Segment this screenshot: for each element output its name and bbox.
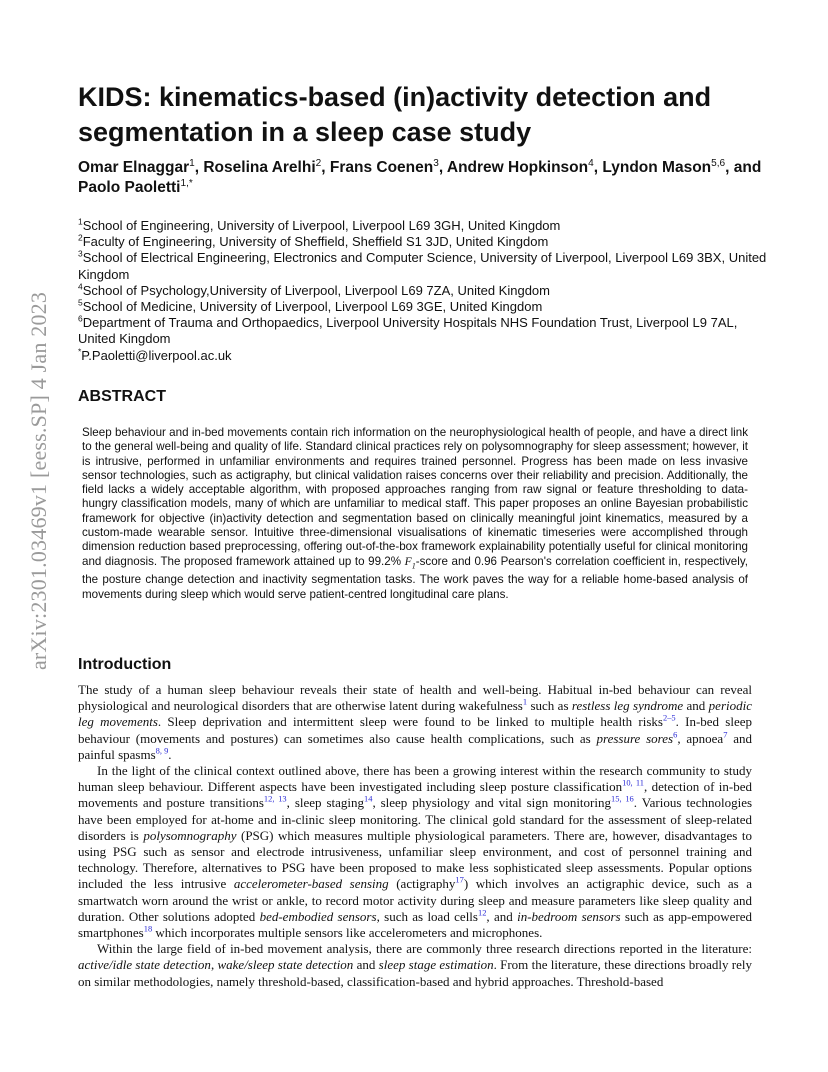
paragraph-text: , sleep staging xyxy=(286,795,364,811)
author-separator: , and xyxy=(725,159,762,176)
abstract-text-before: Sleep behaviour and in-bed movements contain rich information on the neurophysiological health of people, and have a direct link to the general well-being and quality of life. Standard clinical practices rely on polysomnography for sleep assessment; however, it is intrusive, performed in unfamiliar environments and requires trained personnel. Progress has been made on less invasive sensor technologies, such as actigraphy, but clinical validation raises concerns over their reliability and precision. Additionally, the field lacks a widely acceptable algorithm, with proposed approaches ranging from raw signal or feature thresholding to data-hungry classification models, many of which are unfamiliar to medical staff. This paper proposes an online Bayesian probabilistic framework for objective (in)activity detection and segmentation based on clinically meaningful joint kinematics, measured by a custom-made wearable sensor. Intuitive three-dimensional visualisations of kinematic timeseries were accomplished through dimension reduction based preprocessing, offering out-of-the-box framework explainability potentially useful for clinical monitoring and diagnosis. The proposed framework attained up to 99.2% xyxy=(82,426,748,568)
introduction-paragraph xyxy=(78,682,752,763)
author-separator: , xyxy=(194,159,204,176)
citation-link[interactable]: 15, 16 xyxy=(611,794,634,805)
affiliation-list xyxy=(78,218,768,364)
emphasized-term: pressure sores xyxy=(596,730,674,746)
affiliation-item xyxy=(78,315,768,347)
author-affiliation-mark: 3 xyxy=(433,157,439,169)
affiliation-text: P.Paoletti@liverpool.ac.uk xyxy=(81,347,232,363)
author-list xyxy=(78,158,768,198)
affiliation-item xyxy=(78,348,768,364)
paragraph-text: , xyxy=(210,957,218,973)
author-separator: , xyxy=(438,159,447,176)
f1-symbol xyxy=(405,555,416,568)
paragraph-text: and xyxy=(683,698,709,714)
paragraph-text: , such as load cells xyxy=(376,908,478,924)
emphasized-term: bed-embodied sensors xyxy=(259,908,377,924)
citation-link[interactable]: 7 xyxy=(723,729,728,740)
citation-link[interactable]: 8, 9 xyxy=(155,745,169,756)
affiliation-mark: * xyxy=(78,346,82,357)
affiliation-mark: 4 xyxy=(78,281,83,292)
citation-link[interactable]: 1 xyxy=(522,696,528,707)
author-separator: , xyxy=(593,159,603,176)
f1-letter: F xyxy=(404,554,412,568)
affiliation-item xyxy=(78,218,768,234)
paragraph-text: and xyxy=(353,957,379,973)
abstract-heading: ABSTRACT xyxy=(78,388,166,405)
paragraph-text: The study of a human sleep behaviour reveals their state of health and well-being. Habitual in-bed behaviour can reveal physiological and neurological disorders that are otherwise latent during wakefulness xyxy=(78,682,752,714)
paragraph-text: , and xyxy=(486,908,518,924)
affiliation-text: School of Electrical Engineering, Electronics and Computer Science, University of Liverpool, Liverpool L69 3BX, United Kingdom xyxy=(78,250,767,282)
affiliation-item xyxy=(78,299,768,315)
paragraph-text: (PSG) which measures multiple physiological parameters. There are, however, disadvantages to using PSG such as sensor and electrode intrusiveness, unfamiliar sleep environment, and cost of personnel training and technology. Therefore, alternatives to PSG have been proposed to make less sophisticated sleep assessments. Popular options included the less intrusive xyxy=(78,827,752,892)
affiliation-text: School of Medicine, University of Liverpool, Liverpool L69 3GE, United Kingdom xyxy=(82,299,543,315)
paragraph-text: , detection of in-bed movements and posture transitions xyxy=(78,779,753,811)
paragraph-text: ) which involves an actigraphic device, such as a smartwatch worn around the wrist or ankle, to record motor activity during sleep and measure parameters like sleep quality and duration. Other solutions adopted xyxy=(78,876,753,924)
emphasized-term: polysomnography xyxy=(143,827,237,843)
arxiv-identifier: arXiv:2301.03469v1 [eess.SP] 4 Jan 2023 xyxy=(26,291,51,671)
arxiv-sidebar xyxy=(22,291,56,671)
affiliation-item xyxy=(78,283,768,299)
citation-link[interactable]: 14 xyxy=(364,794,373,805)
f1-subscript: 1 xyxy=(411,560,416,570)
citation-link[interactable]: 18 xyxy=(143,923,153,934)
affiliation-item xyxy=(78,234,768,250)
affiliation-mark: 5 xyxy=(78,297,83,308)
author-affiliation-mark: 1,* xyxy=(180,177,193,189)
affiliation-text: School of Engineering, University of Liverpool, Liverpool L69 3GH, United Kingdom xyxy=(82,218,561,233)
paragraph-text: Within the large field of in-bed movement analysis, there are commonly three research directions reported in the literature: xyxy=(97,941,752,957)
emphasized-term: sleep stage estimation xyxy=(378,957,494,973)
affiliation-text: Faculty of Engineering, University of Sheffield, Sheffield S1 3JD, United Kingdom xyxy=(82,234,549,250)
author-affiliation-mark: 1 xyxy=(189,157,195,169)
paragraph-text: . In-bed sleep behaviour (movements and postures) can sometimes also cause health complications, such as xyxy=(78,714,753,746)
affiliation-text: Department of Trauma and Orthopaedics, Liverpool University Hospitals NHS Foundation Trust, Liverpool L9 7AL, United Kingdom xyxy=(78,315,738,347)
author-name: Paolo Paoletti xyxy=(78,179,181,196)
introduction-paragraph xyxy=(78,941,752,990)
introduction-body xyxy=(78,682,752,990)
paragraph-text: . xyxy=(168,746,172,762)
citation-link[interactable]: 10, 11 xyxy=(622,777,644,788)
paragraph-text: In the light of the clinical context outlined above, there has been a growing interest within the research community to study human sleep behaviour. Different aspects have been investigated including sleep posture classification xyxy=(78,763,752,795)
citation-link[interactable]: 6 xyxy=(673,729,678,740)
emphasized-term: wake/sleep state detection xyxy=(217,957,354,973)
author-name: Lyndon Mason xyxy=(602,159,712,176)
affiliation-mark: 3 xyxy=(78,249,83,260)
introduction-paragraph xyxy=(78,763,752,941)
emphasized-term: in-bedroom sensors xyxy=(517,908,621,924)
paragraph-text: such as xyxy=(527,698,572,714)
author-name: Frans Coenen xyxy=(329,159,434,176)
affiliation-mark: 1 xyxy=(78,216,83,227)
affiliation-mark: 6 xyxy=(78,313,83,324)
author-affiliation-mark: 2 xyxy=(315,157,322,169)
author-name: Andrew Hopkinson xyxy=(446,159,589,176)
paragraph-text: (actigraphy xyxy=(388,876,456,892)
author-affiliation-mark: 4 xyxy=(588,157,594,169)
citation-link[interactable]: 17 xyxy=(455,875,464,886)
emphasized-term: accelerometer-based sensing xyxy=(233,876,389,892)
paragraph-text: such as app-empowered smartphones xyxy=(78,908,752,941)
author-separator: , xyxy=(321,159,330,176)
citation-link[interactable]: 2–5 xyxy=(662,713,676,724)
paragraph-text: , apnoea xyxy=(677,730,724,746)
affiliation-text: School of Psychology,University of Liverpool, Liverpool L69 7ZA, United Kingdom xyxy=(82,282,550,298)
emphasized-term: active/idle state detection xyxy=(78,957,211,973)
abstract-text-after: -score and 0.96 Pearson's correlation coefficient in, respectively, the posture change detection and inactivity segmentation tasks. The work paves the way for a reliable home-based analysis of movements during sleep which would serve patient-centred longitudinal care plans. xyxy=(82,554,748,601)
author-name: Roselina Arelhi xyxy=(203,159,316,176)
emphasized-term: periodic leg movements xyxy=(78,698,752,730)
affiliation-mark: 2 xyxy=(78,232,83,243)
citation-link[interactable]: 12, 13 xyxy=(263,794,287,805)
paragraph-text: . From the literature, these directions broadly rely on similar methodologies, namely threshold-based, classification-based and hybrid approaches. Threshold-based xyxy=(78,957,752,989)
emphasized-term: restless leg syndrome xyxy=(571,698,684,714)
introduction-heading: Introduction xyxy=(78,656,172,673)
paper-title: KIDS: kinematics-based (in)activity detection and segmentation in a sleep case study xyxy=(78,82,712,147)
paragraph-text: which incorporates multiple sensors like accelerometers and microphones. xyxy=(152,925,543,941)
paragraph-text: , sleep physiology and vital sign monitoring xyxy=(372,795,611,811)
paragraph-text: . Various technologies have been employed for at-home and in-clinic sleep monitoring. The clinical gold standard for the assessment of sleep-related disorders is xyxy=(78,795,753,843)
citation-link[interactable]: 12 xyxy=(477,907,487,918)
paragraph-text: . Sleep deprivation and intermittent sleep were found to be linked to multiple health risks xyxy=(157,714,663,730)
author-name: Omar Elnaggar xyxy=(78,159,190,176)
abstract-body xyxy=(82,426,748,602)
affiliation-item xyxy=(78,250,768,282)
paragraph-text: and painful spasms xyxy=(78,730,752,762)
author-affiliation-mark: 5,6 xyxy=(711,157,726,169)
